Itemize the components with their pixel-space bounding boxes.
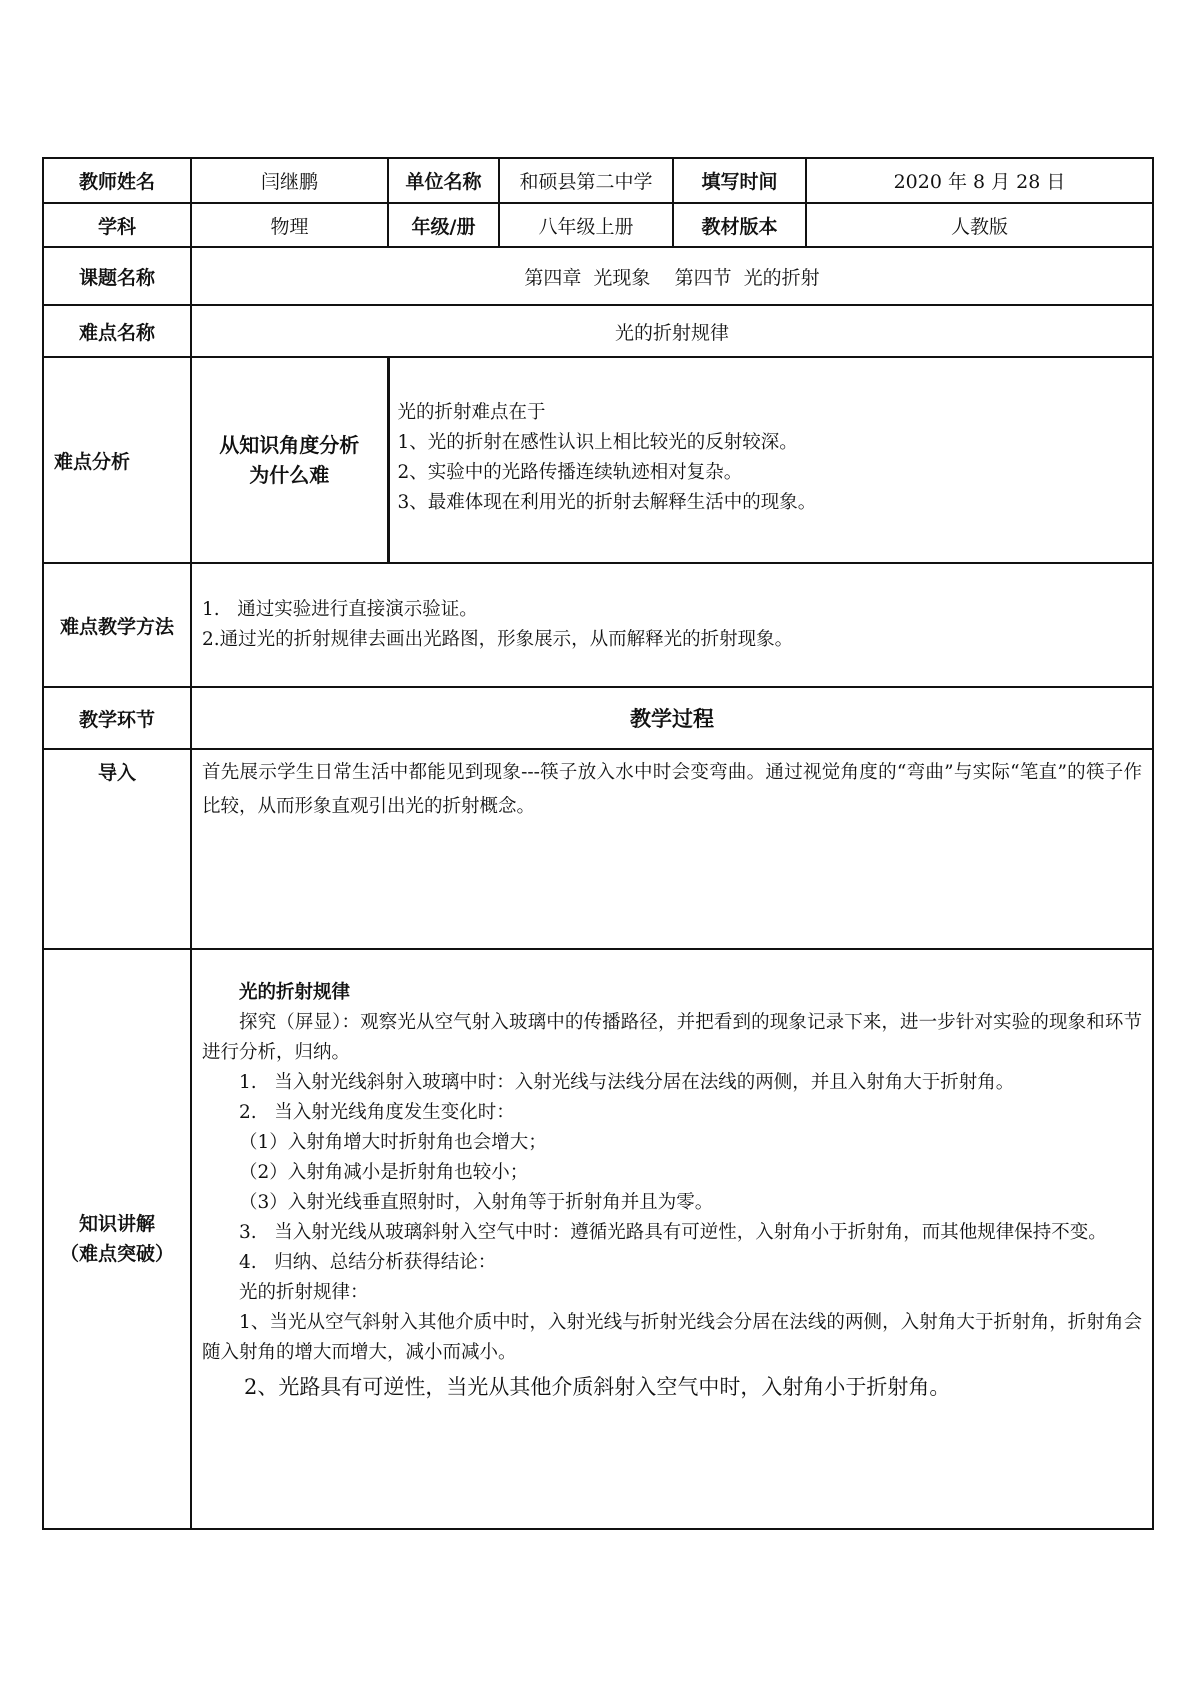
knowledge-line: （2）入射角减小是折射角也较小； — [239, 1162, 529, 1183]
knowledge-line: 2. 当入射光线角度发生变化时： — [239, 1102, 515, 1123]
knowledge-label-line: 知识讲解 — [78, 1213, 155, 1235]
method-content — [191, 563, 1153, 687]
teacher-name-value: 闫继鹏 — [191, 158, 388, 203]
analysis-line: 2、实验中的光路传播连续轨迹相对复杂。 — [397, 462, 743, 483]
analysis-sub-label: 从知识角度分析为什么难 — [191, 357, 388, 563]
analysis-line: 1、光的折射在感性认识上相比较光的反射较深。 — [397, 432, 798, 453]
knowledge-line: 4. 归纳、总结分析获得结论： — [239, 1252, 497, 1273]
row-analysis — [43, 357, 1153, 563]
knowledge-title: 光的折射规律 — [239, 982, 351, 1003]
grade-value: 八年级上册 — [499, 203, 673, 247]
knowledge-line: （3）入射光线垂直照射时，入射角等于折射角并且为零。 — [239, 1192, 714, 1213]
knowledge-line: 1. 当入射光线斜射入玻璃中时：入射光线与法线分居在法线的两侧，并且入射角大于折射角。 — [239, 1072, 1015, 1093]
subject-value: 物理 — [191, 203, 388, 247]
method-line: 1. 通过实验进行直接演示验证。 — [202, 599, 478, 620]
unit-name-label: 单位名称 — [388, 158, 499, 203]
subject-label: 学科 — [43, 203, 191, 247]
row-topic — [43, 247, 1153, 305]
process-header: 教学过程 — [191, 687, 1153, 749]
analysis-label: 难点分析 — [43, 357, 191, 563]
edition-label: 教材版本 — [673, 203, 806, 247]
row-intro — [43, 749, 1153, 949]
topic-value: 第四章 光现象 第四节 光的折射 — [191, 247, 1153, 305]
grade-label: 年级/册 — [388, 203, 499, 247]
knowledge-content — [191, 949, 1153, 1529]
fill-time-value: 2020 年 8 月 28 日 — [806, 158, 1153, 203]
process-step-header: 教学环节 — [43, 687, 191, 749]
analysis-line: 光的折射难点在于 — [397, 402, 546, 423]
row-teaching-method — [43, 563, 1153, 687]
row-difficulty-name — [43, 305, 1153, 357]
knowledge-label — [43, 949, 191, 1529]
knowledge-last-line: 2、光路具有可逆性，当光从其他介质斜射入空气中时，入射角小于折射角。 — [244, 1375, 951, 1399]
knowledge-label-line: （难点突破） — [59, 1243, 174, 1265]
row-subject-info — [43, 203, 1153, 247]
row-knowledge — [43, 949, 1153, 1529]
knowledge-line: 3. 当入射光线从玻璃斜射入空气中时：遵循光路具有可逆性，入射角小于折射角，而其他规律保持不变。 — [239, 1222, 1107, 1243]
analysis-content — [388, 357, 1153, 563]
knowledge-line: 1、当光从空气斜射入其他介质中时，入射光线与折射光线会分居在法线的两侧，入射角大于折射角，折射角会随入射角的增大而增大，减小而减小。 — [202, 1312, 1142, 1363]
analysis-line: 3、最难体现在利用光的折射去解释生活中的现象。 — [397, 492, 817, 513]
topic-label: 课题名称 — [43, 247, 191, 305]
knowledge-line: 探究（屏显）：观察光从空气射入玻璃中的传播路径，并把看到的现象记录下来，进一步针对实验的现象和环节进行分析，归纳。 — [202, 1012, 1142, 1063]
lesson-plan-table — [42, 157, 1154, 1530]
knowledge-line: （1）入射角增大时折射角也会增大； — [239, 1132, 547, 1153]
method-label: 难点教学方法 — [43, 563, 191, 687]
intro-label: 导入 — [43, 749, 191, 949]
teacher-name-label: 教师姓名 — [43, 158, 191, 203]
difficulty-value: 光的折射规律 — [191, 305, 1153, 357]
fill-time-label: 填写时间 — [673, 158, 806, 203]
edition-value: 人教版 — [806, 203, 1153, 247]
row-process-header — [43, 687, 1153, 749]
difficulty-label: 难点名称 — [43, 305, 191, 357]
row-teacher-info — [43, 158, 1153, 203]
knowledge-line: 光的折射规律： — [239, 1282, 369, 1303]
method-line: 2.通过光的折射规律去画出光路图，形象展示，从而解释光的折射现象。 — [202, 629, 794, 650]
unit-name-value: 和硕县第二中学 — [499, 158, 673, 203]
intro-content: 首先展示学生日常生活中都能见到现象---筷子放入水中时会变弯曲。通过视觉角度的“弯曲”与实际“笔直”的筷子作比较，从而形象直观引出光的折射概念。 — [191, 749, 1153, 949]
